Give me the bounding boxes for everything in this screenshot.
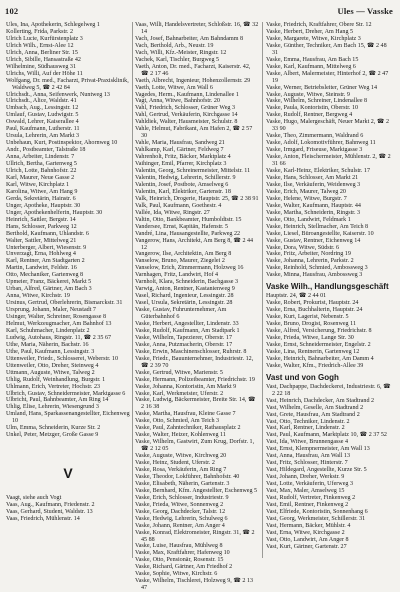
directory-entry: Vaske, Günther, Techniker, Am Bach 15, ☎ 2 48 31 [266,42,387,56]
directory-entry: Vaeth, Albrecht, Ingenieur, Hohenzollernstr. 29 [135,77,251,84]
directory-entry: Vaske, Frieda, Witwe, Lange Str. 30 [266,334,354,341]
directory-entry: Uttenweiler, Friedr., Schlosserei, Weberstr. 10 [6,355,119,362]
directory-entry: Vahlkamp, Karl, Gärtner, Feldweg 7 [135,147,224,154]
directory-entry: Unger, Apotheke, Hauptstr. 30 [6,202,81,209]
directory-entry: Ulrichsdt., Anna, Seifenwerk, Nuntweg 13 [6,91,110,98]
directory-entry: Oswald, Lehrer, Kaiserallee 4 [6,119,79,126]
directory-entry: Vandersee, Ernst, Kapitän, Hafenstr. 5 [135,223,229,230]
directory-entry: Vaske, Erna, Buchhalterin, Hauptstr. 24 [266,307,363,314]
directory-entry: Vast, Anna, Hausfrau, Am Wall 13 [266,453,351,460]
directory-entry: Vaske, Martha, Hausfrau, Kleine Gasse 7 [135,411,236,418]
directory-entry: Uttenweiler, Otto, Dreher, Steinweg 4 [6,362,99,369]
directory-entry: Vach, Willi, Kfz.-Meister, Ringstr. 12 [135,49,227,56]
directory-entry: Vagt, Anna, Witwe, Bahnhofstr. 20 [135,98,220,105]
directory-entry: Karl, Witwe, Kirchplatz 1 [6,181,70,188]
directory-entry: Unkel, Peter, Metzger, Große Gasse 9 [6,432,99,439]
directory-entry: Vaas, Friedrich, Mühlenstr. 14 [6,516,80,523]
directory-entry: Vast, Hermann, Bäcker, Mühlstr. 4 [266,522,351,529]
directory-entry: Vaske, Adolf, Lokomotivführer, Bahnweg 11 [266,140,376,147]
directory-entry: Vaske, Elisabeth, Näherin, Gartenstr. 3 [135,480,230,487]
directory-entry: Vahle, Maria, Hausfrau, Sandweg 21 [135,140,225,147]
directory-entry: Vaske, Johann, Rentner, Am Anger 4 [135,522,225,529]
directory-entry: Vagedes, Herm., Kaufmann, Lindenallee 1 [135,91,239,98]
directory-entry: Vast, Dachpappe, Dachdeckerei, Industriestr. 6, ☎ 2 22 18 [266,383,391,397]
directory-entry: Vaske, Konrad, Elektromeister, Ringstr. 31, ☎ 2 45 88 [135,529,255,543]
directory-entry: Valentin, Josef, Postbote, Amselweg 6 [135,181,229,188]
directory-entry: Vanselow, Bruno, Maurer, Ziegelei 2 [135,258,225,265]
directory-entry: Vaske, Karl, Kaufmann, Mittelweg 6 [266,63,356,70]
directory-entry: Ulrich, Anna, Berliner Str. 15 [6,49,78,56]
directory-entry: Vaske, Anna, Putzmacherin, Oberstr. 17 [135,341,233,348]
directory-entry: Ulrich, Lotte, Bahnhofstr. 22 [6,168,77,175]
directory-entry: Ulbricht, Paul, Bahnbeamter, Am Ring 14 [6,397,109,404]
directory-entry: Andr., Postbeamter, Talstraße 18 [6,147,86,154]
directory-entry: Valentin, Hedwig, Lehrerin, Schillerstr. 9 [135,174,236,181]
directory-entry: Unger, Apothekenhelferin, Hauptstr. 30 [6,209,103,216]
directory-entry: Vast, Heinrich, Dachdecker, Am Stadtrand 2 [266,397,375,404]
directory-entry: Vaske, Otto, Pensionär, Rosenstr. 15 [135,557,224,564]
directory-entry: Vaske, Fritz, Arbeiter, Nordring 19 [266,251,351,258]
directory-entry: Uhlig, Rudolf, Weinhandlung, Burgstr. 1 [6,376,106,383]
directory-entry: Uhlmann, Erich, Vertreter, Hochstr. 23 [6,383,101,390]
directory-entry: Vaske, Hermann, Polizeibeamter, Friedrichstr. 19 [135,376,255,383]
directory-entry: Valentin, Karl, Elektriker, Gartenstr. 18 [135,188,231,195]
column-3-entries [266,22,394,279]
directory-entry: Urban, Alfred, Gärtner, Am Bach 3 [6,286,92,293]
directory-entry: Vaske, Bernhard, Kfm. Angestellter, Eschenweg 5 [135,487,258,494]
directory-entry: Vaske, Paul, Zahntechniker, Rathausplatz 2 [135,425,241,432]
directory-entry: Vast, Wilhelm, Geselle, Am Stadtrand 2 [266,404,364,411]
directory-entry: Vaske, Erich, Schlosser, Industriestr. 9 [135,494,229,501]
directory-entry: Vaske, Friedrich, Kraftfahrer, Obere Str. 12 [266,22,372,28]
directory-entry: Hauptstr. 24, ☎ 2 44 01 [266,293,327,300]
directory-entry: Vaihinger, Emil, Pfarrer, Kirchplatz 3 [135,161,227,168]
directory-entry: Vaske, Johanna, Lehrerin, Parkstr. 2 [266,258,354,265]
directory-entry: Umland, Hans, Sparkassenangestellter, Eichenweg 10 [6,411,130,425]
directory-entry: Vaske, Otto, Schmied, Am Teich 3 [135,418,220,425]
directory-entry: Upmeier, Franz, Bäckerei, Markt 5 [6,279,92,286]
directory-entry: Vaske, Emma, Hausfrau, Am Bach 15 [266,56,359,63]
directory-entry: Vaske, Margarete, Witwe, Kirchplatz 3 [266,35,361,42]
directory-entry: Vaske, Herbert, Angestellter, Lindenstr. 33 [135,320,239,327]
directory-entry: Valtin, Otto, Bankbeamter, Humboldtstr. 15 [135,216,242,223]
directory-entry: Vaske, Bruno, Drogist, Rosenweg 11 [266,321,356,328]
directory-entry: Usinger, Walter, Schreiner, Rosengasse 8 [6,314,107,321]
directory-entry: Vandré, Lina, Hausangestellte, Parkweg 22 [135,230,241,237]
directory-entry: Vaske, Helene, Witwe, Burgstr. 7 [266,195,347,202]
directory-entry: Vangerow, Ilse, Architektin, Am Berg 8 [135,251,232,258]
directory-entry: Ursula, Lehrerin, Am Markt 3 [6,133,80,140]
directory-entry: Vaske, Walter, Heizer, Kohlenweg 11 [135,432,226,439]
directory-entry: Vast, Elfriede, Kontoristin, Sonnenhang 6 [266,508,368,515]
directory-entry: Vaske, Georg, Dachdecker, Talstr. 12 [135,508,226,515]
directory-entry: Ulrich Lucie, Kurfürstenplatz 3 [6,35,83,42]
directory-entry: Vaas, Gerhard, Student, Waldstr. 13 [6,509,93,516]
directory-entry: Vaske, Friedr., Bauunternehmer, Industriestr. 12, ☎ 2 39 70 [135,355,254,369]
directory-entry: Vast, Ernst, Klempnermeister, Am Wall 13 [266,446,370,453]
directory-entry: Walter, Sattler, Mittelweg 21 [6,237,77,244]
directory-entry: Vaske, Gertrud, Witwe, Marienstr. 5 [135,369,223,376]
directory-entry: Uthe, Maria, Näherin, Bachstr. 16 [6,341,89,348]
directory-entry: Vast, Otto, Landwirt, Am Anger 8 [266,536,349,543]
directory-entry: Karl, Schuhmacher, Lindenplatz 2 [6,327,90,334]
directory-entry: Vaske, Ernst, Schneidermeister, Engelstr. 2 [266,341,371,348]
column-3-after-heading-2 [266,384,394,551]
directory-entry: Berthold, Kaufmann, Uhlandstr. 6 [6,230,89,237]
directory-entry: Vaske, Irmgard, Friseuse, Marktgasse 3 [266,147,363,154]
directory-entry: Vaske, Robert, Prokurist, Hauptstr. 24 [266,300,359,307]
directory-entry: Vast, Otto, Techniker, Lindenstr. 2 [266,418,350,425]
directory-entry: Vahldiek, Walter, Hausmeister, Schulstr. 8 [135,119,238,126]
directory-entry: Ursinus, Gertrud, Oberlehrerin, Bismarckstr. 31 [6,300,123,307]
directory-entry: Vahl, Friedrich, Schlosser, Grüner Weg 3 [135,105,236,112]
directory-entry: Vaske, Karl, Werkmeister, Uferstr. 2 [135,390,224,397]
column-divider [132,22,133,558]
directory-entry: Unverzagt, Erna, Hohlweg 4 [6,251,76,258]
directory-entry: Vaske, Auguste, Witwe, Steinstr. 9 [266,91,350,98]
directory-entry: Vaske, Alfred, Versicherung, Friedrichstr. 8 [266,328,372,335]
section-heading: Vaske Wilh., Handlungsgeschäft [266,282,389,292]
directory-entry: Vangerow, Hans, Architekt, Am Berg 8, ☎ 2 44 12 [135,237,254,251]
running-head: Ules — Vasske [337,6,393,16]
column-1-entries [6,22,130,439]
directory-entry: Vast, Georg, Werkmeister, Schillerstr. 31 [266,515,366,522]
directory-entry: Vaske, Dora, Witwe, Südstr. 6 [266,244,340,251]
directory-entry: Vahrenholt, Fritz, Bäcker, Marktplatz 4 [135,154,231,161]
directory-entry: Vach, Josef, Bahnarbeiter, Am Bahndamm 8 [135,35,244,42]
directory-entry: Vast, Rudolf, Vertreter, Finkenweg 2 [266,495,356,501]
directory-entry: Vaske, Erich, Maurer, Talweg 20 [266,188,346,195]
column-divider [262,22,263,558]
column-3 [266,22,394,558]
directory-entry: Vaske, Minna, Hausfrau, Ambossweg 3 [266,272,363,279]
column-3-after-heading-1 [266,293,394,369]
directory-entry: Vast, Karl, Rentner, Lindenstr. 2 [266,425,345,432]
directory-entry: Valk, Paul, Kaufmann, Goethestr. 4 [135,202,222,209]
directory-entry: Otto, Mechaniker, Gartenweg 8 [6,272,84,279]
directory-entry: Vaagt, siehe auch Vogt [6,495,62,502]
directory-entry: Vaske, Luise, Hausfrau, Mühlweg 8 [135,543,223,550]
directory-entry: Vaske, Wilhelm, Tapezierer, Oberstr. 17 [135,334,233,341]
directory-entry: Vast, Lotte, Verkäuferin, Uferweg 3 [266,481,354,488]
directory-entry: Vaske, Albert, Malermeister, Hinterhof 2, ☎ 2 47 19 [266,70,389,84]
directory-entry: Vast, Paul, Kaufmann, Marktplatz 10, ☎ 2 37 52 [266,432,387,439]
directory-entry: Vast, Emil, Rentner, Finkenweg 2 [266,501,349,508]
directory-entry: Vast, Erna, Witwe, Kirchgasse 2 [266,529,345,536]
directory-entry: Ludwig, Autohaus, Ringstr. 11, ☎ 2 35 67 [6,334,112,341]
directory-entry: Vaas, Aug., Kaufmann, Friedenstr. 2 [6,502,95,509]
directory-entry: Hans, Schlosser, Parkweg 12 [6,223,77,230]
directory-entry: Unterberger, Albert, Wiesenstr. 9 [6,244,87,251]
page-header [5,6,395,18]
directory-entry: Vast, Ida, Witwe, Brunnengasse 4 [266,439,349,446]
directory-entry: Vaske, Sophie, Witwe, Kirchstr. 6 [135,571,218,578]
directory-entry: Varnholt, Klara, Schneiderin, Bachgasse 3 [135,279,239,286]
directory-entry: Vaske, Hans, Schlosser, Am Markt 21 [266,174,359,181]
directory-entry: Vallée, Ida, Witwe, Ringstr. 27 [135,209,210,216]
directory-entry: Vaske, Herbert, Dreher, Am Hang 5 [266,28,354,35]
directory-entry: Vaske, Gustav, Rentner, Eichenweg 14 [266,237,361,244]
directory-entry: Vaske, Werner, Betriebsleiter, Grüner Weg 14 [266,84,378,91]
directory-entry: Vaske, Hedwig, Lehrerin, Schulweg 6 [135,515,228,522]
directory-entry: Vaske, Karl-Heinz, Elektriker, Schulstr. 17 [266,168,370,175]
directory-entry: Valk, Heinrich, Drogerie, Hauptstr. 25, ☎ 2 38 91 [135,195,259,202]
directory-entry: Vaske, Ilse, Verkäuferin, Weidenweg 3 [266,181,361,188]
directory-entry: Vaske, Anton, Fleischermeister, Mühlenstr. 2, ☎ 2 31 66 [266,154,391,168]
section-heading: Vast und von Gogh [266,372,339,382]
directory-entry: Vaske, Heinz, Student, Uferstr. 2 [135,460,215,467]
directory-entry: Vaske, Walter, Kfm., Friedrich-Allee 39 [266,362,364,369]
directory-entry: Vaske, Erwin, Maschinenschlosser, Ruhrstr. 8 [135,348,247,355]
directory-entry: Anna, Witwe, Kirchstr. 19 [6,293,70,300]
directory-entry: Umbach, Aug., Lessingstr. 12 [6,105,79,112]
directory-entry: Varnhagen, Fritz, Landwirt, Hof 4 [135,272,219,279]
directory-entry: Vahle, Helmut, Fabrikant, Am Hafen 2, ☎ 2 57 30 [135,126,253,140]
directory-entry: Vaas, Willi, Handelsvertreter, Schloßstr. 16, ☎ 32 14 [135,22,259,35]
directory-entry: Anna, Arbeiter, Lindenstr. 7 [6,154,75,161]
directory-entry: Ulrichs, Willi, Auf der Höhe 11 [6,70,83,77]
directory-entry: Ursprung, Johann, Maler, Neustadt 7 [6,307,96,314]
directory-entry: Vaske, Theodor, Lokführer, Bahnhofstr. 40 [135,473,240,480]
directory-entry: Kollerting, Frida, Parkstr. 2 [6,28,74,35]
directory-entry: Vaske, Wilhelm, Tischlerei, Holzweg 9, ☎ 2 13 47 [135,578,254,592]
directory-entry: Vachek, Karl, Tischler, Burgweg 5 [135,56,220,63]
directory-entry: Karolina, Witwe, Am Hang 9 [6,188,78,195]
directory-entry: Vaske, Richard, Gärtner, Am Friedhof 2 [135,564,233,571]
directory-entry: Helmut, Werkzeugmacher, Am Bahnhof 13 [6,320,112,327]
directory-entry: Vaske, Reinhold, Schmied, Ambossweg 3 [266,265,368,272]
directory-entry: Vaeth, Anton, Dr. med., Facharzt, Kaiserstr. 42, ☎ 2 17 46 [135,63,251,77]
directory-entry: Vaske, Ludwig, Bäckermeister, Breite Str. 14, ☎ 2 16 38 [135,397,256,411]
directory-entry: Vast, Kurt, Gärtner, Gartenstr. 27 [266,543,347,550]
directory-entry: Ulrich, Sibille, Hansastraße 42 [6,56,81,63]
section-letter: V [63,465,73,482]
directory-entry: Martin, Landwirt, Feldstr. 16 [6,265,77,272]
directory-entry: Vast, Grete, Hausfrau, Am Stadtrand 2 [266,411,360,418]
directory-entry: Vaske, Liesel, Büroangestellte, Kaiserstr. 10 [266,230,374,237]
directory-entry: Vast, Max, Maler, Amselweg 15 [266,488,345,495]
directory-entry: Vaske, Max, Kraftfahrer, Hafenweg 10 [135,550,230,557]
directory-entry: Vaske, Lina, Rentnerin, Gartenweg 12 [266,348,360,355]
column-2 [135,22,259,592]
directory-entry: Ulm, Emma, Schneiderin, Kurze Str. 2 [6,425,101,432]
page-number: 102 [5,6,19,16]
directory-entry: Unbehaun, Kurt, Postinspektor, Ahornweg 10 [6,140,118,147]
directory-entry: Vaske, Otto, Landwirt, Feldmark 1 [266,216,351,223]
directory-entry: Uttmann, Auguste, Witwe, Talweg 2 [6,369,95,376]
directory-entry: Vanselow, Erich, Zimmermann, Holzweg 16 [135,265,244,272]
directory-entry: Vaske, Rudolf, Rentner, Bergweg 4 [266,112,353,119]
directory-entry: Vaske, Martha, Schneiderin, Ringstr. 3 [266,209,361,216]
directory-entry: Ulrich Wilh., Ernst-Alee 12 [6,42,74,49]
directory-entry: Vaske, Gustav, Fuhrunternehmer, Am Güterbahnhof 6 [135,307,227,321]
column-1 [6,22,130,558]
directory-entry: Vasel, Richard, Ingenieur, Lessingstr. 28 [135,293,234,300]
directory-entry: Vaske, Paula, Kontoristin, Oberstr. 10 [266,105,359,112]
directory-entry: Vaske, Theo, Zimmermann, Waldrand 6 [266,133,364,140]
directory-entry: Ulbrich, Gustav, Schneidermeister, Marktgasse 6 [6,390,126,397]
directory-entry: Heinrich, Sattler, Bergstr. 14 [6,216,76,223]
directory-entry: Karl, Maurer, Neue Gasse 2 [6,174,75,181]
directory-entry: Wilhelmine, Südhausweg 31 [6,63,76,70]
directory-entry: Vaske, Kurt, Lagerist, Nebenstr. 5 [266,314,349,321]
directory-entry: Vaske, Hugo, Malergeschäft, Neuer Markt 2, ☎ 2 33 90 [266,119,390,133]
directory-entry: Varwig, Anton, Rentner, Kastanienweg 9 [135,286,235,293]
column-2-entries [135,22,259,592]
directory-entry: Vaske, Heinrich, Stellmacher, Am Teich 8 [266,223,369,230]
directory-entry: Vast, Johann, Dreher, Werkstr. 9 [266,474,345,481]
directory-entry: Vaske, Walter, Kaufmann, Hauptstr. 44 [266,202,361,209]
directory-entry: Karl, Rentner, Am Stadtgarten 2 [6,258,85,265]
column-1-after-letter [6,495,130,523]
directory-entry: Vast, Fritz, Schlosser, Hinterstr. 7 [266,460,348,467]
directory-entry: Vasel, Ursula, Sekretärin, Lessingstr. 28 [135,300,233,307]
directory-entry: Umlauf, Gustav, Ludwigstr. 5 [6,112,79,119]
directory-entry: Vaske, Rudolf, Kaufmann, Am Stadtpark 1 [135,327,240,334]
directory-entry: Vaske, Rosa, Verkäuferin, Am Ring 7 [135,467,227,473]
directory-entry: Vast, Hildegard, Angestellte, Kurze Str. 5 [266,467,367,474]
directory-entry: Vaeth, Lotte, Witwe, Am Wall 6 [135,84,213,91]
directory-entry: Uthe, Paul, Kaufmann, Lessingstr. 3 [6,348,95,355]
directory-entry: Vaske, Wilhelm, Schreiner, Lindenallee 8 [266,98,368,105]
directory-entry: Vaske, Johanna, Kontoristin, Am Markt 9 [135,383,237,390]
directory-entry: Ules, Ina, Apothekerin, Schlegelweg 1 [6,22,100,28]
directory-entry: Vach, Berthold, Arb., Neustr. 19 [135,42,214,49]
directory-entry: Vaske, Wilhelm, Gastwirt, Zum Krug, Dorfstr. 1, ☎ 2 12 05 [135,439,255,453]
directory-entry: Ulrichsdt., Alice, Waldstr. 41 [6,98,77,105]
directory-entry: Valentin, Georg, Schreinermeister, Mittelstr. 11 [135,168,251,175]
directory-entry: Vaske, Frieda, Witwe, Sonnenweg 2 [135,501,224,508]
directory-entry: Ullrich, Bertha, Gartenweg 5 [6,161,77,168]
directory-entry: Paul, Kaufmann, Lutherstr. 11 [6,126,80,133]
directory-entry: Vaske, Auguste, Witwe, Kirchweg 20 [135,453,227,460]
directory-entry: Vahl, Gertrud, Verkäuferin, Kirchgasse 14 [135,112,238,119]
directory-entry: Gerda, Sekretärin, Hainstr. 6 [6,195,76,202]
directory-entry: Wolfgang, Dr. med., Facharzt, Privat-Praxisklinik, Waldweg 5, ☎ 2 42 84 [6,77,129,91]
directory-entry: Uhlig, Elise, Lehrerin, Wiesengrund 3 [6,404,99,411]
directory-entry: Vaske, Heinrich, Bahnarbeiter, Am Damm 4 [266,355,374,362]
